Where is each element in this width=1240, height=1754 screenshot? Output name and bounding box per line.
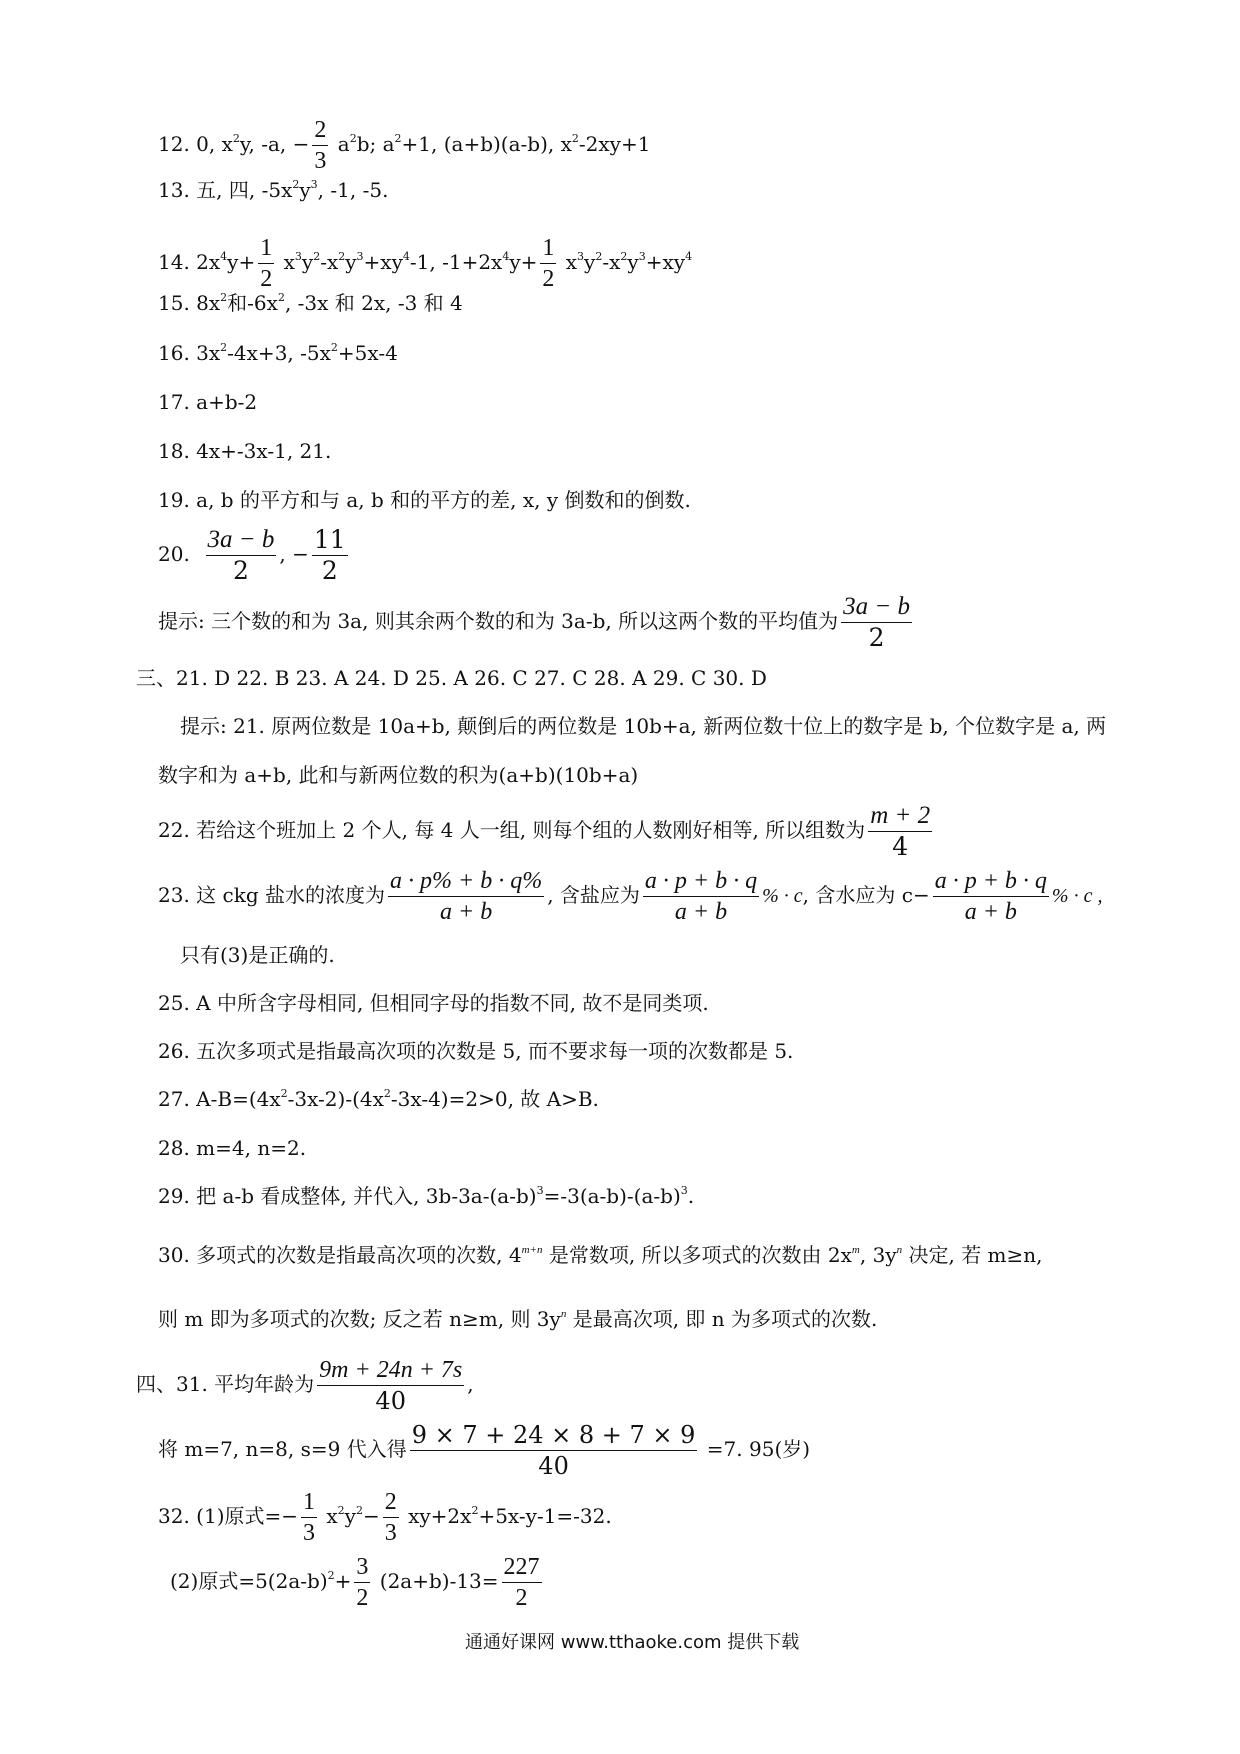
hint-28: 28. m=4, n=2.: [158, 1136, 307, 1160]
page-footer: 通通好课网 www.tthaoke.com 提供下载: [465, 1632, 800, 1653]
fraction-m2-over-4: $\frac{m + 2}{4}$: [870, 802, 931, 861]
answer-12: 12. 0, $x^2y$, -a, − $\frac{2}{3}$ $a^2b$; $a^2+1$, (a+b)(a-b), $x^2-2xy+1$: [158, 117, 651, 174]
hint-25: 25. A 中所含字母相同, 但相同字母的指数不同, 故不是同类项.: [158, 991, 709, 1015]
answer-32-2: (2)原式$=5(2a-b)^2+$ $\frac{3}{2}$ (2a+b)-13= $\frac{227}{2}$: [170, 1554, 540, 1611]
fraction-2-3: $\frac{2}{3}$: [384, 1489, 397, 1546]
answer-18: 18. 4x+-3x-1, 21.: [158, 439, 332, 463]
hint-30-line2: 则 m 即为多项式的次数; 反之若 n≥m, 则 $3y^n$ 是最高次项, 即 n 为多项式的次数.: [158, 1307, 878, 1331]
hint-27: 27. $A-B=(4x^2-3x-2)-(4x^2-3x-4)=2>0$, 故 A>B.: [158, 1087, 599, 1111]
answer-32-1: 32. (1)原式=− $\frac{1}{3}$ $x^2y^2-$ $\frac{2}{3}$ $xy+2x^2+5x-y-1=-32$.: [158, 1489, 612, 1546]
hint-23-line2: 只有(3)是正确的.: [180, 943, 335, 967]
answer-14: 14. $2x^4y+$ $\frac{1}{2}$ $x^3y^2-x^2y^3+xy^4-1$, $-1+2x^4y+$ $\frac{1}{2}$ $x^3y^2-x^2y^3+xy^4$: [158, 235, 693, 292]
fraction-water: $\frac{a \cdot p + b \cdot q}{a + b}$: [934, 868, 1047, 925]
fraction-2-3: $\frac{2}{3}$: [314, 117, 327, 174]
answer-31-substitution: 将 m=7, n=8, s=9 代入得 $\frac{9 \times 7 + 24 \times 8 + 7 \times 9}{40}$ =7. 95(岁): [158, 1421, 811, 1480]
fraction-1-2: $\frac{1}{2}$: [542, 235, 555, 292]
hint-21-line1: 提示: 21. 原两位数是 10a+b, 颠倒后的两位数是 10b+a, 新两位数十位上的数字是 b, 个位数字是 a, 两: [180, 714, 1107, 738]
fraction-1-3: $\frac{1}{3}$: [303, 1489, 316, 1546]
answer-20: 20. $\frac{3a - b}{2}$ , − $\frac{11}{2}$: [158, 525, 346, 585]
section-4-answer-31: 四、31. 平均年龄为 $\frac{9m + 24n + 7s}{40}$ ,: [136, 1357, 474, 1415]
fraction-1-2: $\frac{1}{2}$: [260, 235, 273, 292]
hint-26: 26. 五次多项式是指最高次项的次数是 5, 而不要求每一项的次数都是 5.: [158, 1039, 794, 1063]
section-3-answers: 三、21. D 22. B 23. A 24. D 25. A 26. C 27. C 28. A 29. C 30. D: [136, 666, 767, 690]
answer-15: 15. $8x^2$和$-6x^2$, -3x 和 2x, -3 和 4: [158, 291, 463, 315]
fraction-3a-b-over-2: $\frac{3a - b}{2}$: [207, 526, 275, 585]
answer-17: 17. a+b-2: [158, 390, 258, 414]
fraction-3a-b-over-2: $\frac{3a - b}{2}$: [843, 593, 910, 652]
hint-23: 23. 这 ckg 盐水的浓度为 $\frac{a \cdot p\% + b \cdot q\%}{a + b}$ , 含盐应为 $\frac{a \cdot p + b \cdot q}{a + b}$ % · c, 含水应为 c− $\frac{a \cdot p + b \cdot q}{a + b}$ % · c ,: [158, 868, 1103, 925]
hint-20: 提示: 三个数的和为 3a, 则其余两个数的和为 3a-b, 所以这两个数的平均值为 $\frac{3a - b}{2}$: [158, 593, 910, 652]
fraction-227-2: $\frac{227}{2}$: [503, 1554, 540, 1611]
hint-22: 22. 若给这个班加上 2 个人, 每 4 人一组, 则每个组的人数刚好相等, 所以组数为 $\frac{m + 2}{4}$: [158, 802, 931, 861]
fraction-salt: $\frac{a \cdot p + b \cdot q}{a + b}$: [644, 868, 758, 925]
hint-29: 29. 把 a-b 看成整体, 并代入, $3b-3a-(a-b)^3=-3(a-b)-(a-b)^3$.: [158, 1184, 695, 1208]
fraction-average-age: $\frac{9m + 24n + 7s}{40}$: [319, 1357, 463, 1415]
fraction-substitution: $\frac{9 \times 7 + 24 \times 8 + 7 \times 9}{40}$: [411, 1421, 696, 1480]
answer-19: 19. a, b 的平方和与 a, b 和的平方的差, x, y 倒数和的倒数.: [158, 488, 691, 512]
fraction-concentration: $\frac{a \cdot p\% + b \cdot q\%}{a + b}$: [390, 868, 543, 925]
fraction-11-over-2: $\frac{11}{2}$: [313, 525, 346, 585]
answer-16: 16. $3x^2-4x+3$, $-5x^2+5x-4$: [158, 341, 398, 365]
hint-21-line2: 数字和为 a+b, 此和与新两位数的积为(a+b)(10b+a): [158, 763, 639, 787]
fraction-3-2: $\frac{3}{2}$: [356, 1554, 369, 1611]
answer-13: 13. 五, 四, $-5x^2y^3$, -1, -5.: [158, 178, 389, 202]
hint-30: 30. 多项式的次数是指最高次项的次数, $4^{m+n}$ 是常数项, 所以多项式的次数由 $2x^m$, $3y^n$ 决定, 若 m≥n,: [158, 1243, 1043, 1267]
